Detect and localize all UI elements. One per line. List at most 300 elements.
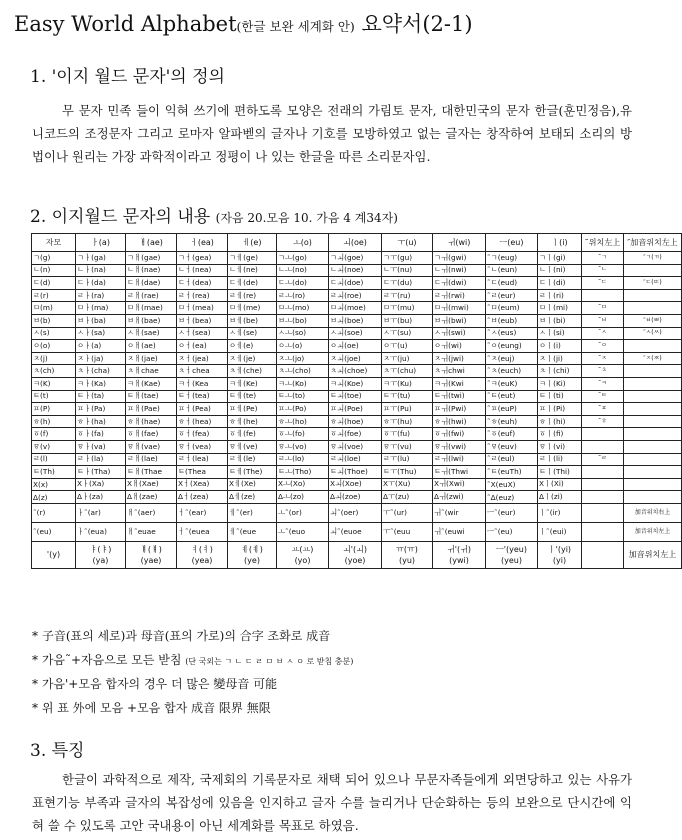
table-cell: ㄷㅗ(do): [277, 277, 329, 290]
table-cell: ㅱㅏ(va): [76, 440, 126, 453]
table-cell: ㅟ˜(euwi: [433, 522, 486, 541]
row-header-cell: ˜(r): [32, 503, 76, 522]
table-cell: ㅟ(wi): [433, 234, 486, 252]
table-cell: ㅜ˜(euu: [382, 522, 433, 541]
table-cell: ㅂㅔ(be): [228, 314, 277, 327]
table-cell: ㄱㅏ(ga): [76, 252, 126, 265]
table-cell: ㅍㅚ(Poe): [329, 403, 382, 416]
table-cell: ㅍㅜ(Pu): [382, 403, 433, 416]
table-cell: ㆆㅗ(fo): [277, 428, 329, 441]
table-cell: ㄹㅣ(li): [538, 453, 582, 466]
table-cell: ㅏ˜(eua): [76, 522, 126, 541]
row-header-cell: ㅋ(K): [32, 377, 76, 390]
row-header-cell: ㅎ(h): [32, 415, 76, 428]
table-cell: ㅛ(ㅛ) (yo): [277, 541, 329, 568]
table-cell: ㅅㅔ(se): [228, 327, 277, 340]
table-cell: Xㅟ(Xwi): [433, 478, 486, 491]
table-cell: ㅌㅔ(te): [228, 390, 277, 403]
bullet-item: * 가음˜+자음으로 모든 받침 (단 국외는 ㄱ ㄴ ㄷ ㄹ ㅁ ㅂ ㅅ ㅇ 로 받침 충분): [32, 652, 354, 667]
table-cell: ˜ㅈ: [582, 352, 624, 365]
table-cell: ㅅㅗ(so): [277, 327, 329, 340]
table-row: [32, 522, 682, 541]
table-cell: ㅱㅓ(vea): [177, 440, 228, 453]
table-cell: ㅱㅗ(vo): [277, 440, 329, 453]
bullet-list: [32, 625, 353, 720]
row-header-cell: ㅌ(t): [32, 390, 76, 403]
table-cell: ㅁㅐ(mae): [126, 302, 177, 315]
table-cell: ˜ㅇ: [582, 340, 624, 353]
table-cell: ㅌㅐ(tae): [126, 390, 177, 403]
table-cell: ㅚ(oe): [329, 234, 382, 252]
row-header-cell: ㄱ(g): [32, 252, 76, 265]
table-cell: Xㅔ(Xe): [228, 478, 277, 491]
table-cell: ㅔ(e): [228, 234, 277, 252]
table-row: [32, 390, 682, 403]
table-row: [32, 289, 682, 302]
table-cell: ㄹㅗ(lo): [277, 453, 329, 466]
table-cell: ㄱㅣ(gi): [538, 252, 582, 265]
table-cell: ㅂㅟ(bwi): [433, 314, 486, 327]
table-cell: ㅈㅗ(jo): [277, 352, 329, 365]
table-cell: ㄱㅚ(goe): [329, 252, 382, 265]
table-cell: [624, 453, 682, 466]
table-cell: ㅅㅓ(sea): [177, 327, 228, 340]
table-cell: ㅱㅟ(vwi): [433, 440, 486, 453]
table-cell: Δㅗ(zo): [277, 491, 329, 504]
table-cell: ㅁㅗ(mo): [277, 302, 329, 315]
table-cell: ˜ㅱ(euv): [486, 440, 538, 453]
table-cell: ㆆㅐ(fae): [126, 428, 177, 441]
table-cell: ㅣ˜(ir): [538, 503, 582, 522]
table-cell: [624, 403, 682, 416]
section2-heading: [30, 202, 398, 227]
table-cell: ˜ㅊ(euch): [486, 365, 538, 378]
table-cell: ㄴㅔ(ne): [228, 264, 277, 277]
table-cell: Δㅐ(zae): [126, 491, 177, 504]
table-cell: ㄴㅣ(ni): [538, 264, 582, 277]
table-cell: ˜ㅎ(euh): [486, 415, 538, 428]
table-cell: ㅋㅜ(Ku): [382, 377, 433, 390]
table-cell: ㄷㅔ(de): [228, 277, 277, 290]
table-cell: ㅓ˜(ear): [177, 503, 228, 522]
table-row: [32, 264, 682, 277]
table-cell: [582, 503, 624, 522]
table-cell: ˜ㅎ: [582, 415, 624, 428]
table-cell: ㅔ˜(er): [228, 503, 277, 522]
table-cell: ″ㄱ(ㄲ): [624, 252, 682, 265]
row-header-cell: Δ(z): [32, 491, 76, 504]
table-cell: ㅍㅓ(Pea): [177, 403, 228, 416]
table-cell: ㄹㅓ(rea): [177, 289, 228, 302]
table-cell: [624, 466, 682, 479]
table-cell: ㅍㅣ(Pi): [538, 403, 582, 416]
section1-heading: 1. '이지 월드 문자'의 정의: [30, 67, 225, 87]
table-cell: Xㅓ(Xea): [177, 478, 228, 491]
row-header-cell: ˜(eu): [32, 522, 76, 541]
section2-note: (자음 20.모음 10. 가음 4 계34자): [215, 211, 398, 225]
table-cell: ㅌㅚ(toe): [329, 390, 382, 403]
section3-heading: 3. 특징: [30, 741, 85, 761]
table-cell: ㅌ(Thea: [177, 466, 228, 479]
table-cell: ㅡ'(yeu) (yeu): [486, 541, 538, 568]
table-cell: ㆆㅚ(foe): [329, 428, 382, 441]
table-cell: ㄴㅟ(nwi): [433, 264, 486, 277]
table-cell: ㅂㅐ(bae): [126, 314, 177, 327]
row-header-cell: ㅁ(m): [32, 302, 76, 315]
table-cell: ㄷㅏ(da): [76, 277, 126, 290]
row-header-cell: ㅌ(Th): [32, 466, 76, 479]
table-row: [32, 478, 682, 491]
table-row: [32, 541, 682, 568]
table-row: [32, 302, 682, 315]
table-cell: Xㅜ(Xu): [382, 478, 433, 491]
table-cell: ㅎㅐ(hae): [126, 415, 177, 428]
table-cell: ˜ㄴ(eun): [486, 264, 538, 277]
table-cell: Δㅓ(zea): [177, 491, 228, 504]
table-row: [32, 428, 682, 441]
table-cell: ㅱㅔ(ve): [228, 440, 277, 453]
table-cell: ㅇㅗ(o): [277, 340, 329, 353]
table-cell: Δㅣ(zi): [538, 491, 582, 504]
table-row: [32, 377, 682, 390]
table-cell: ㅌㅓ(tea): [177, 390, 228, 403]
table-cell: Δㅔ(ze): [228, 491, 277, 504]
row-header-cell: '(y): [32, 541, 76, 568]
table-cell: ˜ㅋ(euK): [486, 377, 538, 390]
table-cell: ㅌㅟ(twi): [433, 390, 486, 403]
table-cell: ㅑ(ㅑ) (ya): [76, 541, 126, 568]
table-cell: ㅌㅚ(Thoe): [329, 466, 382, 479]
table-cell: ㅡ˜(eu): [486, 522, 538, 541]
table-cell: [582, 428, 624, 441]
table-cell: ㅁㅚ(moe): [329, 302, 382, 315]
table-cell: ㅌㅗ(Tho): [277, 466, 329, 479]
table-cell: ㅖ(ㅖ) (ye): [228, 541, 277, 568]
table-cell: ㅠ(ㅠ) (yu): [382, 541, 433, 568]
table-cell: ㅎㅜ(hu): [382, 415, 433, 428]
table-cell: ㄹㅜ(lu): [382, 453, 433, 466]
table-cell: ˜ㄴ: [582, 264, 624, 277]
table-cell: ㄹㅗ(ro): [277, 289, 329, 302]
table-cell: ㅌㅔ(The): [228, 466, 277, 479]
table-cell: ㅅㅜ(su): [382, 327, 433, 340]
table-row: [32, 415, 682, 428]
row-header-cell: ㅱ(v): [32, 440, 76, 453]
title-main: Easy World Alphabet: [14, 12, 237, 36]
table-cell: [624, 390, 682, 403]
table-row: [32, 365, 682, 378]
table-cell: ㅋㅏ(Ka): [76, 377, 126, 390]
table-cell: ˜ㅍ(euP): [486, 403, 538, 416]
row-header-cell: ㄹ(l): [32, 453, 76, 466]
table-cell: [624, 340, 682, 353]
title-tail: 요약서(2-1): [354, 12, 473, 36]
table-cell: ㄷㅐ(dae): [126, 277, 177, 290]
row-header-cell: ㅇ(o): [32, 340, 76, 353]
row-header-cell: ㅈ(j): [32, 352, 76, 365]
table-cell: ㄹㅐ(rae): [126, 289, 177, 302]
table-cell: ㅋㅐ(Kae): [126, 377, 177, 390]
table-cell: ㄹㅏ(ra): [76, 289, 126, 302]
table-cell: ㅋㅚ(Koe): [329, 377, 382, 390]
table-cell: ㅊㅜ(chu): [382, 365, 433, 378]
table-cell: ㅁㅜ(mu): [382, 302, 433, 315]
table-cell: ㅔ˜(eue: [228, 522, 277, 541]
row-header-cell: X(x): [32, 478, 76, 491]
table-cell: ㅂㅜ(bu): [382, 314, 433, 327]
table-cell: Δㅚ(zoe): [329, 491, 382, 504]
table-cell: [624, 302, 682, 315]
table-cell: ㅐ(ae): [126, 234, 177, 252]
table-cell: [582, 491, 624, 504]
table-cell: ˜ㅇ(eung): [486, 340, 538, 353]
table-cell: ˜ㄷ: [582, 277, 624, 290]
table-cell: ˜ㅁ(eum): [486, 302, 538, 315]
table-cell: ㅱㅜ(vu): [382, 440, 433, 453]
table-cell: Xㅏ(Xa): [76, 478, 126, 491]
table-cell: ㅈㅐ(jae): [126, 352, 177, 365]
table-cell: ㅈㅏ(ja): [76, 352, 126, 365]
table-cell: ㅊㅣ(chi): [538, 365, 582, 378]
table-cell: ㅎㅟ(hwi): [433, 415, 486, 428]
table-row: [32, 277, 682, 290]
table-cell: ㆆㅏ(fa): [76, 428, 126, 441]
table-cell: ㅡ˜(eur): [486, 503, 538, 522]
table-cell: ˜ㅁ: [582, 302, 624, 315]
table-cell: ㅋㅓ(Kea: [177, 377, 228, 390]
table-cell: ㅇㅜ(u): [382, 340, 433, 353]
table-cell: [624, 377, 682, 390]
table-cell: ㅚ˜(oer): [329, 503, 382, 522]
table-cell: ㅈㅜ(ju): [382, 352, 433, 365]
table-cell: ˜ㄱ(eug): [486, 252, 538, 265]
table-cell: ㅜ(u): [382, 234, 433, 252]
table-cell: ㅚ'(ㅚ) (yoe): [329, 541, 382, 568]
table-cell: 加音위치左上: [624, 522, 682, 541]
table-cell: [624, 365, 682, 378]
table-cell: [624, 491, 682, 504]
table-cell: Xㅗ(Xo): [277, 478, 329, 491]
table-cell: ㅎㅓ(hea): [177, 415, 228, 428]
table-cell: Xㅐ(Xae): [126, 478, 177, 491]
table-cell: ㅎㅔ(he): [228, 415, 277, 428]
table-cell: ㅐ˜euae: [126, 522, 177, 541]
table-cell: ㅈㅓ(jea): [177, 352, 228, 365]
table-cell: ㅌㅏ(ta): [76, 390, 126, 403]
row-header-cell: ㅍ(P): [32, 403, 76, 416]
section3-text: 한글이 과학적으로 제작, 국제회의 기록문자로 채택 되어 있으나 무문자족들에게 외면당하고 있는 사유가 표현기능 부족과 글자의 복잡성에 있음을 인지하고 글자 수를 늘리거나 단순화하는 등의 보완으로 단시간에 익혀 쓸 수 있도록 고안 국내용이 아닌 세계화를 목표로 하였음.: [32, 772, 632, 833]
table-cell: ㅇㅣ(i): [538, 340, 582, 353]
table-cell: ㄴㅏ(na): [76, 264, 126, 277]
table-cell: ㅈㅚ(joe): [329, 352, 382, 365]
table-cell: ˜ㅍ: [582, 403, 624, 416]
table-cell: ㅈㅔ(je): [228, 352, 277, 365]
table-cell: ㄷㅓ(dea): [177, 277, 228, 290]
table-cell: ㄱㅔ(ge): [228, 252, 277, 265]
table-cell: ˜ㅊ: [582, 365, 624, 378]
table-cell: ˜Δ(euz): [486, 491, 538, 504]
table-row: [32, 340, 682, 353]
table-cell: ㄱㅓ(gea): [177, 252, 228, 265]
table-cell: ˜ㄹ(eul): [486, 453, 538, 466]
table-cell: [582, 440, 624, 453]
table-row: [32, 491, 682, 504]
table-cell: ㄴㅗ(no): [277, 264, 329, 277]
table-cell: ㅌㅗ(to): [277, 390, 329, 403]
table-cell: ㅱㅣ(vi): [538, 440, 582, 453]
table-cell: Xㅣ(Xi): [538, 478, 582, 491]
alphabet-table: [31, 233, 682, 569]
table-cell: [582, 466, 624, 479]
table-cell: ㄴㅜ(nu): [382, 264, 433, 277]
table-cell: ㄴㅐ(nae): [126, 264, 177, 277]
table-cell: ㅁㅟ(mwi): [433, 302, 486, 315]
table-cell: ㅋㅟ(Kwi: [433, 377, 486, 390]
row-header-cell: ㄷ(d): [32, 277, 76, 290]
table-cell: ㅗ(o): [277, 234, 329, 252]
row-header-cell: ㄴ(n): [32, 264, 76, 277]
row-header-cell: ㆆ(f): [32, 428, 76, 441]
table-cell: ㅍㅏ(Pa): [76, 403, 126, 416]
table-cell: ㄴㅚ(noe): [329, 264, 382, 277]
table-cell: ㆆㅣ(fi): [538, 428, 582, 441]
table-cell: ㅣ(i): [538, 234, 582, 252]
table-cell: ㅗ˜(euo: [277, 522, 329, 541]
table-cell: ㅇㅐ(ae): [126, 340, 177, 353]
table-row: [32, 403, 682, 416]
table-cell: ㄹㅚ(loe): [329, 453, 382, 466]
table-cell: ㅣ˜(eui): [538, 522, 582, 541]
table-cell: [582, 541, 624, 568]
table-cell: ㄷㅚ(doe): [329, 277, 382, 290]
table-row: [32, 252, 682, 265]
table-cell: ㆆㅟ(fwi): [433, 428, 486, 441]
table-cell: ㅟ˜(wir: [433, 503, 486, 522]
table-cell: ˜위치左上: [582, 234, 624, 252]
table-cell: ㅊㅏ(cha): [76, 365, 126, 378]
table-cell: ㅋㅗ(Ko): [277, 377, 329, 390]
table-cell: ㅱㅚ(voe): [329, 440, 382, 453]
table-row: [32, 466, 682, 479]
table-cell: ㅍㅔ(Pe): [228, 403, 277, 416]
table-cell: ˜ㅈ(euj): [486, 352, 538, 365]
table-cell: ㅌㅜ(tu): [382, 390, 433, 403]
table-cell: ㅅㅐ(sae): [126, 327, 177, 340]
bullet-item: * 子音(표의 세로)과 母音(표의 가로)의 合字 조화로 成音: [32, 629, 331, 643]
table-cell: ㅗ˜(or): [277, 503, 329, 522]
table-cell: ㅓ(ea): [177, 234, 228, 252]
table-cell: ㅌㅜ(Thu): [382, 466, 433, 479]
table-cell: ㅅㅣ(si): [538, 327, 582, 340]
table-cell: [624, 264, 682, 277]
table-cell: ㅌㅏ(Tha): [76, 466, 126, 479]
table-cell: ㄱㅟ(gwi): [433, 252, 486, 265]
table-cell: ㅂㅓ(bea): [177, 314, 228, 327]
table-cell: ㅈㅣ(ji): [538, 352, 582, 365]
table-cell: ㄱㅜ(gu): [382, 252, 433, 265]
table-cell: ㅎㅣ(hi): [538, 415, 582, 428]
table-cell: ㄹㅣ(ri): [538, 289, 582, 302]
table-cell: ㆆㅔ(fe): [228, 428, 277, 441]
table-cell: [624, 289, 682, 302]
table-row: [32, 314, 682, 327]
table-row: [32, 234, 682, 252]
table-row: [32, 327, 682, 340]
table-cell: [624, 415, 682, 428]
table-cell: ㄹㅔ(le): [228, 453, 277, 466]
table-cell: ˜ㅌ(eut): [486, 390, 538, 403]
table-cell: ㄹㅓ(lea): [177, 453, 228, 466]
table-cell: ㅋㅔ(Ke): [228, 377, 277, 390]
bullet-item: * 가음'+모음 합자의 경우 더 많은 變母音 可能: [32, 677, 278, 691]
table-cell: ㄹㅚ(roe): [329, 289, 382, 302]
table-cell: ˜ㄹ: [582, 453, 624, 466]
table-cell: ㆆㅓ(fea): [177, 428, 228, 441]
table-cell: ㅊㅔ(che): [228, 365, 277, 378]
table-cell: ㅡ(eu): [486, 234, 538, 252]
table-cell: Δㅜ(zu): [382, 491, 433, 504]
table-cell: ˜ㆆ(euf): [486, 428, 538, 441]
table-cell: ㅇㅓ(ea): [177, 340, 228, 353]
table-cell: Xㅚ(Xoe): [329, 478, 382, 491]
table-cell: ㄹㅟ(lwi): [433, 453, 486, 466]
table-cell: ㅓ˜(euea: [177, 522, 228, 541]
table-cell: ㅂㅏ(ba): [76, 314, 126, 327]
table-cell: ㄷㅟ(dwi): [433, 277, 486, 290]
table-cell: ㅁㅓ(mea): [177, 302, 228, 315]
table-cell: ㅌㅐ(Thae: [126, 466, 177, 479]
table-cell: ˜ㄷ(eud): [486, 277, 538, 290]
table-cell: ㅌㅟ(Thwi: [433, 466, 486, 479]
section1-text: 무 문자 민족 들이 익혀 쓰기에 편하도록 모양은 전래의 가림토 문자, 대한민국의 문자 한글(훈민정음),유니코드의 조정문자 그리고 로마자 알파벧의 글자나 기호를 모방하였고 없는 글자는 창작하여 보태되 소리의 방법이나 원리는 가장 과학적이라고 정평이 나 있는 한글을 따른 소리문자임.: [32, 103, 632, 164]
table-cell: [582, 478, 624, 491]
table-cell: ″ㅅ(ㅆ): [624, 327, 682, 340]
row-header-cell: ㅊ(ch): [32, 365, 76, 378]
table-cell: ㅇㅟ(wi): [433, 340, 486, 353]
table-cell: ㅏ(a): [76, 234, 126, 252]
section2-title: 2. 이지월드 문자의 내용: [30, 207, 211, 227]
table-cell: ㆆㅜ(fu): [382, 428, 433, 441]
table-cell: [624, 428, 682, 441]
table-cell: ㅍㅐ(Pae): [126, 403, 177, 416]
table-cell: ㅂㅣ(bi): [538, 314, 582, 327]
table-cell: ㅌㅣ(ti): [538, 390, 582, 403]
table-cell: ″加音위치左上: [624, 234, 682, 252]
table-cell: ㅇㅚ(oe): [329, 340, 382, 353]
table-cell: ㅎㅗ(ho): [277, 415, 329, 428]
table-cell: ˜ㅂ(eub): [486, 314, 538, 327]
row-header-cell: ㄹ(r): [32, 289, 76, 302]
table-cell: ㄱㅐ(gae): [126, 252, 177, 265]
table-cell: ㅜ˜(ur): [382, 503, 433, 522]
table-row: [32, 352, 682, 365]
table-cell: ㄹㅔ(re): [228, 289, 277, 302]
table-cell: ㅣ'(yi) (yi): [538, 541, 582, 568]
table-cell: ㅱㅐ(vae): [126, 440, 177, 453]
table-cell: [624, 440, 682, 453]
table-row: [32, 440, 682, 453]
table-cell: Δㅟ(zwi): [433, 491, 486, 504]
table-cell: ″ㅈ(ㅉ): [624, 352, 682, 365]
table-cell: ˜ㄱ: [582, 252, 624, 265]
table-cell: ㅌㅣ(Thi): [538, 466, 582, 479]
table-cell: ˜ㄹ(eur): [486, 289, 538, 302]
table-cell: ㅂㅗ(bo): [277, 314, 329, 327]
table-cell: ㅁㅔ(me): [228, 302, 277, 315]
row-header-cell: ㅂ(b): [32, 314, 76, 327]
table-cell: ㅅㅟ(swi): [433, 327, 486, 340]
table-cell: ㅅㅚ(soe): [329, 327, 382, 340]
